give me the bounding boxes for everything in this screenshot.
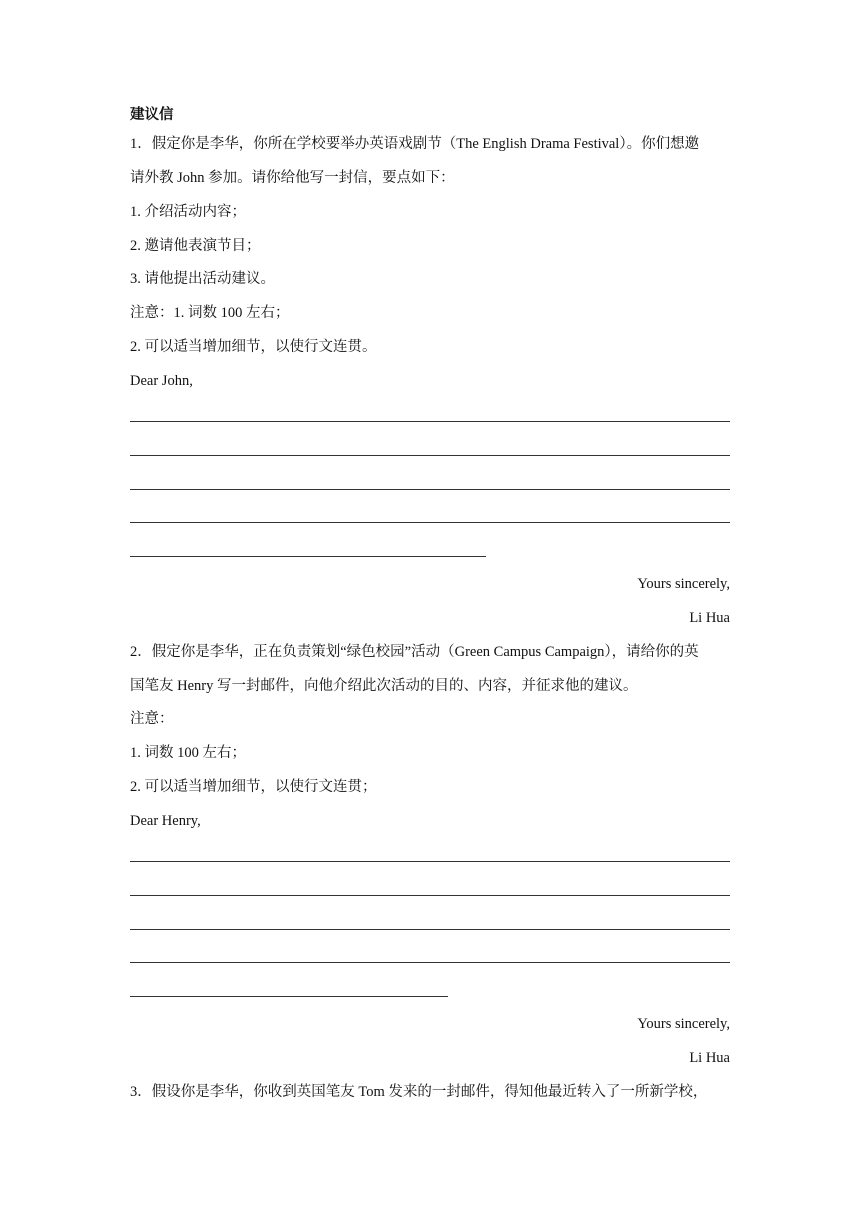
q2-note-label: 注意：: [130, 711, 174, 727]
q2-answer-line-short: [130, 996, 448, 997]
q2-answer-line: [130, 962, 730, 963]
q1-signature: Li Hua: [689, 610, 730, 626]
q1-greeting: Dear John,: [130, 373, 193, 389]
q3-prompt-line-1: 3．假设你是李华，你收到英国笔友 Tom 发来的一封邮件，得知他最近转入了一所新学校，: [130, 1084, 708, 1100]
q2-greeting: Dear Henry,: [130, 813, 201, 829]
q1-point-1: 1. 介绍活动内容；: [130, 204, 246, 220]
q2-prompt-line-1: 2．假定你是李华，正在负责策划“绿色校园”活动（Green Campus Campaign），请给你的英: [130, 644, 699, 660]
q2-prompt-line-2: 国笔友 Henry 写一封邮件，向他介绍此次活动的目的、内容，并征求他的建议。: [130, 678, 638, 694]
q2-note-2: 2. 可以适当增加细节，以使行文连贯；: [130, 779, 377, 795]
q1-answer-line: [130, 421, 730, 422]
q1-closing: Yours sincerely,: [637, 576, 730, 592]
q1-point-3: 3. 请他提出活动建议。: [130, 271, 275, 287]
q2-closing: Yours sincerely,: [637, 1016, 730, 1032]
q1-prompt-line-2: 请外教 John 参加。请你给他写一封信，要点如下：: [130, 170, 455, 186]
q1-answer-line: [130, 522, 730, 523]
q1-note-1: 注意：1. 词数 100 左右；: [130, 305, 290, 321]
q2-answer-line: [130, 861, 730, 862]
q2-note-1: 1. 词数 100 左右；: [130, 745, 246, 761]
section-heading: 建议信: [130, 107, 174, 123]
q2-answer-line: [130, 895, 730, 896]
q1-point-2: 2. 邀请他表演节目；: [130, 238, 261, 254]
q1-answer-line-short: [130, 556, 486, 557]
q1-answer-line: [130, 489, 730, 490]
q1-note-2: 2. 可以适当增加细节，以使行文连贯。: [130, 339, 377, 355]
q1-answer-line: [130, 455, 730, 456]
q2-signature: Li Hua: [689, 1050, 730, 1066]
q2-answer-line: [130, 929, 730, 930]
q1-prompt-line-1: 1．假定你是李华，你所在学校要举办英语戏剧节（The English Drama Festival）。你们想邀: [130, 136, 700, 152]
